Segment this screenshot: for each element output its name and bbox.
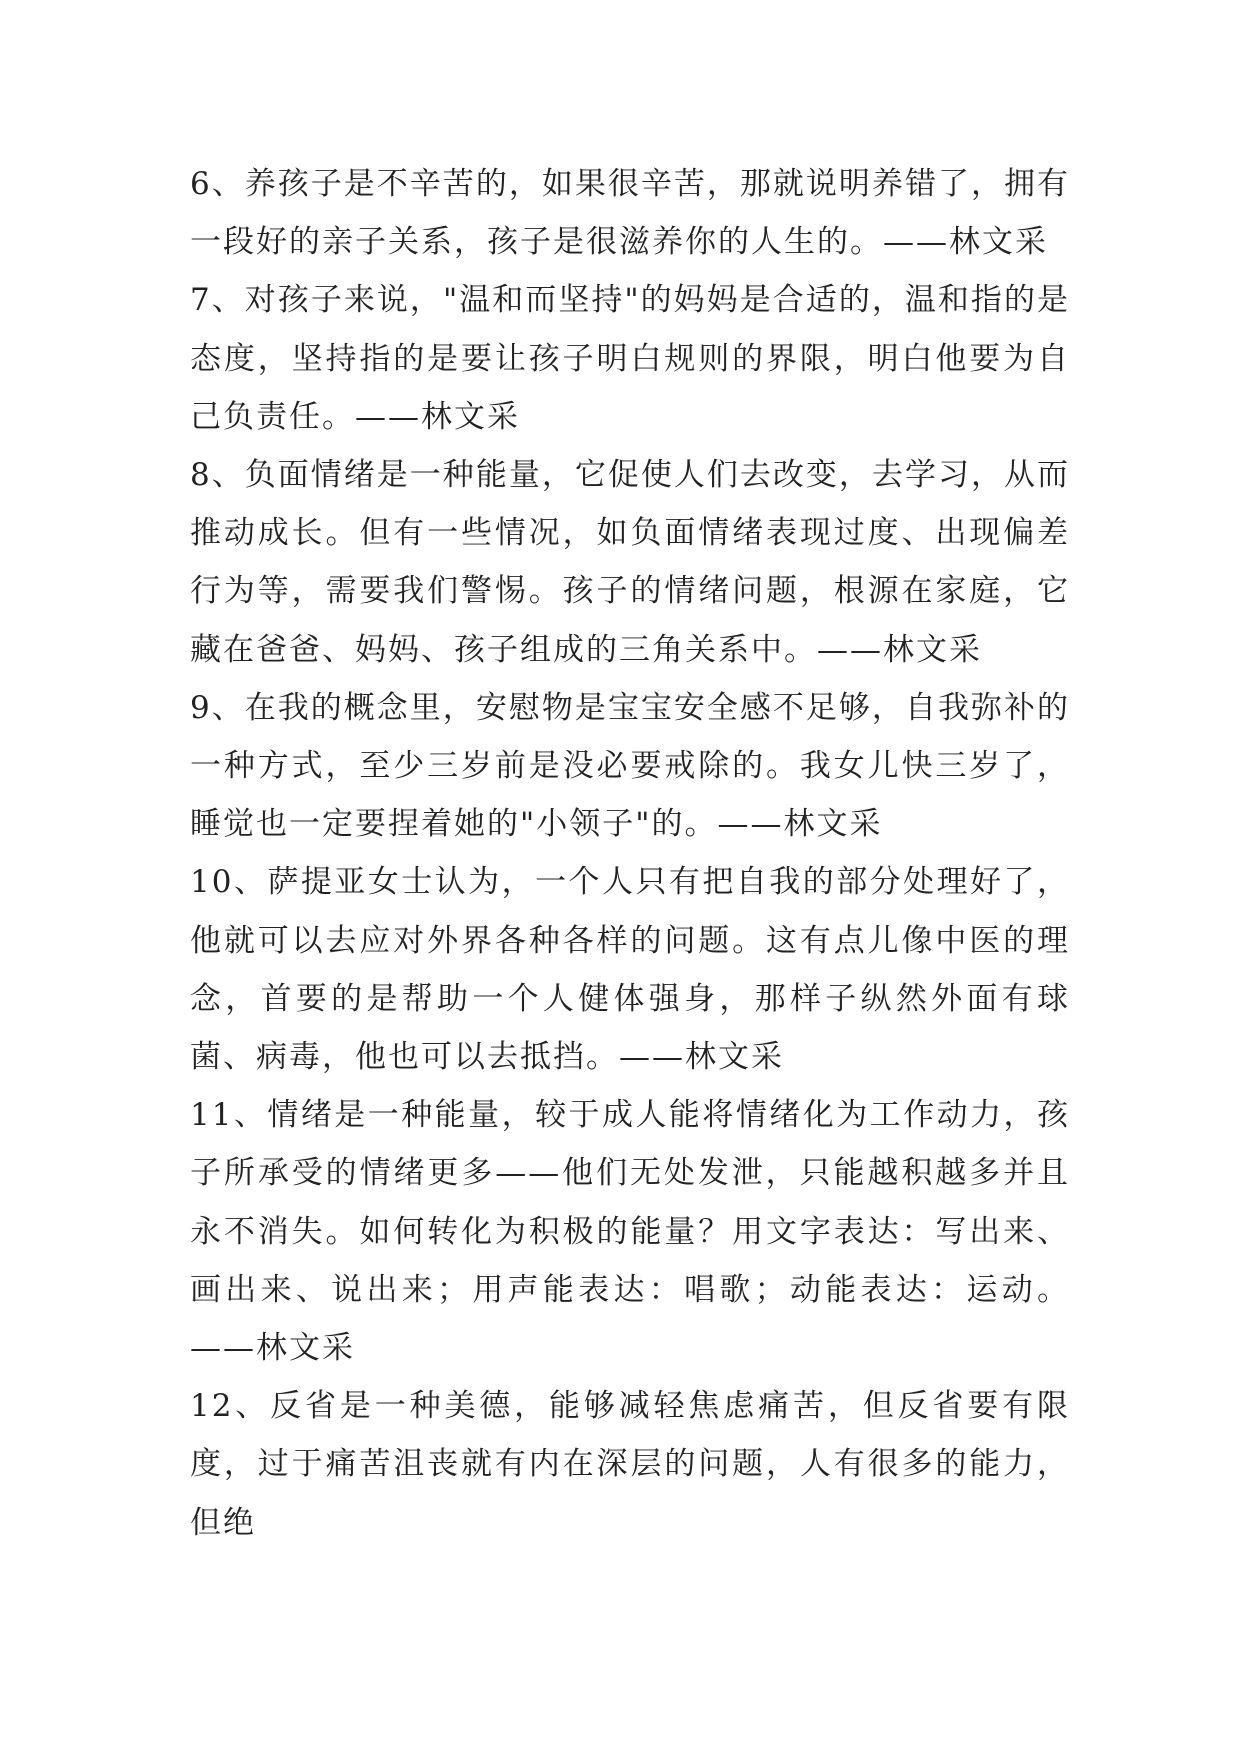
quote-paragraph-11: 11、情绪是一种能量，较于成人能将情绪化为工作动力，孩子所承受的情绪更多——他们无处发泄，只能越积越多并且永不消失。如何转化为积极的能量？用文字表达：写出来、画出来、说出来；用声能表达：唱歌；动能表达：运动。——林文采: [190, 1097, 1070, 1367]
quote-paragraph-8: 8、负面情绪是一种能量，它促使人们去改变，去学习，从而推动成长。但有一些情况，如负面情绪表现过度、出现偏差行为等，需要我们警惕。孩子的情绪问题，根源在家庭，它藏在爸爸、妈妈、孩子组成的三角关系中。——林文采: [190, 457, 1070, 668]
document-page: [190, 155, 1070, 1552]
quote-paragraph-10: 10、萨提亚女士认为，一个人只有把自我的部分处理好了，他就可以去应对外界各种各样的问题。这有点儿像中医的理念，首要的是帮助一个人健体强身，那样子纵然外面有球菌、病毒，他也可以去抵挡。——林文采: [190, 864, 1070, 1076]
quote-paragraph-9: 9、在我的概念里，安慰物是宝宝安全感不足够，自我弥补的一种方式，至少三岁前是没必要戒除的。我女儿快三岁了，睡觉也一定要捏着她的"小领子"的。——林文采: [190, 689, 1070, 843]
quote-paragraph-6: 6、养孩子是不辛苦的，如果很辛苦，那就说明养错了，拥有一段好的亲子关系，孩子是很滋养你的人生的。——林文采: [190, 166, 1070, 261]
quote-paragraph-12: 12、反省是一种美德，能够减轻焦虑痛苦，但反省要有限度，过于痛苦沮丧就有内在深层的问题，人有很多的能力，但绝: [190, 1388, 1070, 1541]
quote-paragraph-7: 7、对孩子来说，"温和而坚持"的妈妈是合适的，温和指的是态度，坚持指的是要让孩子明白规则的界限，明白他要为自己负责任。——林文采: [190, 282, 1070, 435]
